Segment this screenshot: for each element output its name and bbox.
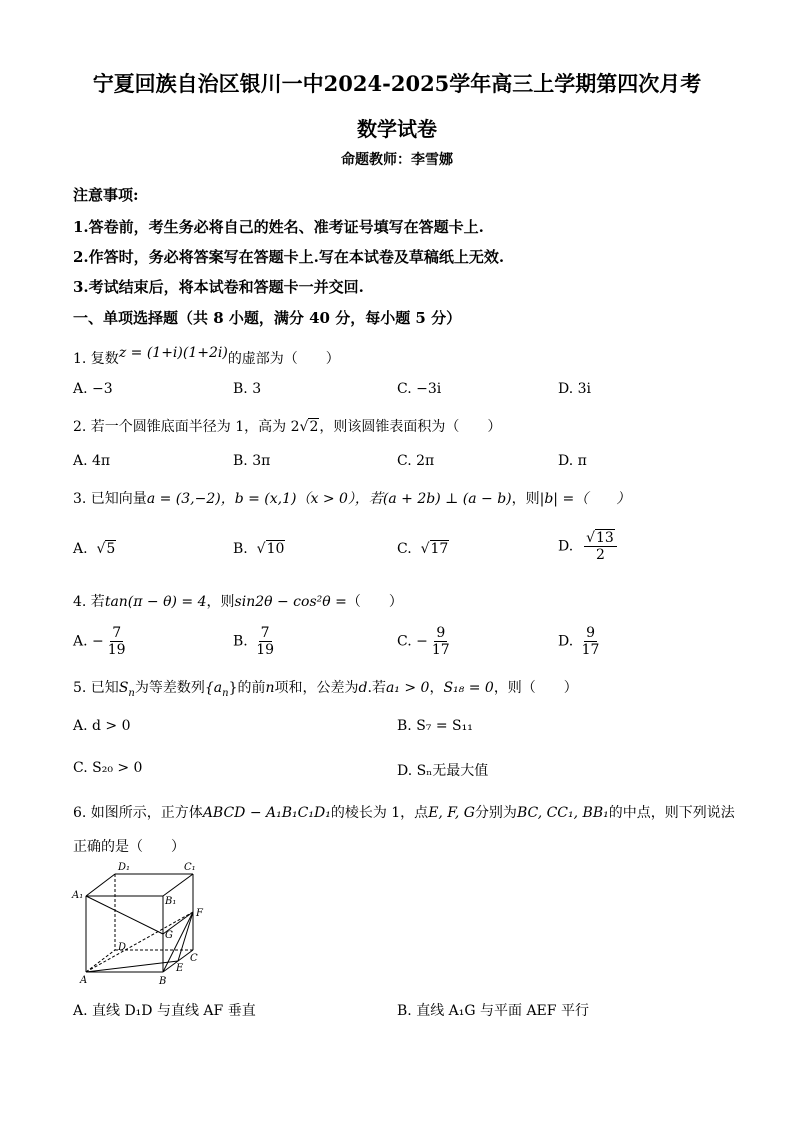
q5-seq: {a [204, 680, 223, 696]
q4-mid: ，则 [206, 594, 235, 610]
q5-text-3: }的前 [228, 680, 266, 696]
q3-option-b: B. √10 [233, 541, 285, 557]
q5-n: n [265, 680, 275, 696]
q4-option-a [73, 625, 130, 658]
label-a: A [80, 975, 88, 986]
q3-option-b-label: B. [233, 541, 248, 557]
q6-text-1: 6. 如图所示，正方体 [73, 805, 203, 821]
exam-subtitle: 数学试卷 [357, 117, 437, 141]
q6-text-4: 的中点，则下列说法 [608, 805, 735, 821]
q4-option-c-fraction [430, 625, 452, 658]
q6-option-a: A. 直线 D₁D 与直线 AF 垂直 [73, 1003, 256, 1019]
q6-text-2: 的棱长为 1，点 [330, 805, 429, 821]
q4-option-d-den: 17 [581, 642, 600, 659]
q3-tail: |b| =（ ） [539, 491, 631, 507]
q3-vector-b: b = (x,1)（x > 0），若 [234, 491, 383, 507]
q1-suffix: 的虚部为（ ） [227, 351, 340, 367]
q5-option-d: D. Sₙ无最大值 [397, 763, 489, 779]
q1-prefix: 1. 复数 [73, 351, 119, 367]
q4-option-b-label: B. [233, 633, 248, 650]
q5-text-7: ，则（ ） [493, 680, 578, 696]
q1-formula: z = (1+i)(1+2i) [118, 345, 228, 361]
q5-text-2: 为等差数列 [134, 680, 205, 696]
q3-option-a-label: A. [73, 541, 88, 557]
q1-option-d: D. 3i [558, 381, 592, 397]
q2-option-b: B. 3π [233, 453, 271, 469]
q2-option-c: C. 2π [397, 453, 435, 469]
q3-option-a: A. √5 [73, 541, 116, 557]
question-6-line-1 [73, 802, 735, 822]
q4-option-b-num: 7 [260, 625, 270, 641]
question-2: 2. 若一个圆锥底面半径为 1，高为 2√2，则该圆锥表面积为（ ） [73, 419, 502, 435]
q5-text-4: 项和，公差为 [274, 680, 359, 696]
q4-option-a-num: 7 [112, 625, 122, 641]
notes-heading: 注意事项: [73, 186, 139, 204]
label-a1: A₁ [72, 890, 84, 901]
q3-option-c: C. √17 [397, 541, 449, 557]
notes-item-1: 1.答卷前，考生务必将自己的姓名、准考证号填写在答题卡上. [73, 218, 484, 236]
q1-option-b: B. 3 [233, 381, 262, 397]
q4-prefix: 4. 若 [73, 594, 105, 610]
q5-cond-1: a₁ > 0 [385, 680, 430, 696]
q5-d: d [358, 680, 368, 696]
q3-option-d [558, 530, 619, 563]
q3-option-d-radicand: 13 [596, 530, 614, 546]
q6-points: E, F, G [428, 805, 475, 821]
q6-option-b: B. 直线 A₁G 与平面 AEF 平行 [397, 1003, 589, 1019]
q4-suffix: （ ） [346, 594, 403, 610]
q4-option-c-den: 17 [431, 642, 450, 659]
q4-option-a-fraction [106, 625, 128, 658]
q5-option-c: C. S₂₀ > 0 [73, 760, 143, 776]
q3-option-a-radicand: 5 [106, 541, 116, 557]
q4-option-a-den: 19 [107, 642, 126, 659]
q3-option-d-label: D. [558, 538, 574, 555]
label-c: C [190, 953, 198, 964]
q5-text-1: 5. 已知 [73, 680, 119, 696]
q4-option-c [397, 625, 454, 658]
q6-cube: ABCD − A₁B₁C₁D₁ [202, 805, 331, 821]
question-1 [73, 345, 340, 368]
q2-prefix: 2. 若一个圆锥底面半径为 1，高为 [73, 419, 287, 435]
q3-prefix: 3. 已知向量 [73, 491, 147, 507]
label-d: D [118, 942, 127, 953]
q1-option-c: C. −3i [397, 381, 442, 397]
q3-option-d-fraction: $\frac{√13}{2}$ [584, 530, 617, 563]
q4-option-d-num: 9 [586, 625, 596, 641]
section-heading: 一、单项选择题（共 8 小题，满分 40 分，每小题 5 分） [73, 309, 462, 327]
q6-text-3: 分别为 [474, 805, 517, 821]
q3-option-d-denominator: 2 [596, 547, 605, 564]
label-e: E [176, 963, 184, 974]
q3-option-c-label: C. [397, 541, 412, 557]
q4-condition: tan(π − θ) = 4 [104, 594, 207, 610]
cube-figure [70, 858, 220, 988]
q5-text-5: .若 [367, 680, 386, 696]
q4-option-b-den: 19 [256, 642, 275, 659]
q4-option-c-sign: − [416, 633, 428, 650]
q4-option-c-num: 9 [436, 625, 446, 641]
label-b: B [159, 976, 167, 987]
q2-option-a: A. 4π [73, 453, 111, 469]
q5-cond-2: S₁₈ = 0 [443, 680, 494, 696]
notes-item-3: 3.考试结束后，将本试卷和答题卡一并交回. [73, 278, 364, 296]
q4-option-c-label: C. [397, 633, 412, 650]
q2-height-coef: 2 [290, 419, 300, 435]
q1-option-a: A. −3 [73, 381, 113, 397]
q2-suffix: ，则该圆锥表面积为（ ） [319, 419, 502, 435]
label-b1: B₁ [165, 896, 177, 907]
q4-option-b [233, 625, 278, 658]
q4-expression: sin2θ − cos²θ = [234, 594, 347, 610]
q2-option-d: D. π [558, 453, 587, 469]
q3-vector-a: a = (3,−2)， [146, 491, 235, 507]
q5-sn: S [118, 680, 129, 696]
q4-option-d-label: D. [558, 633, 574, 650]
q4-option-d-fraction [580, 625, 602, 658]
q3-option-c-radicand: 17 [430, 541, 449, 557]
q4-option-d [558, 625, 603, 658]
q3-condition: (a + 2b) ⊥ (a − b) [382, 491, 512, 507]
q4-option-b-fraction [254, 625, 276, 658]
q6-edges: BC, CC₁, BB₁ [516, 805, 609, 821]
label-c1: C₁ [184, 862, 196, 873]
author-line: 命题教师：李雪娜 [341, 152, 453, 168]
q5-option-b: B. S₇ = S₁₁ [397, 718, 473, 734]
label-g: G [165, 930, 173, 941]
q4-option-a-label: A. [73, 633, 88, 650]
q4-option-a-sign: − [92, 633, 104, 650]
question-6-line-2: 正确的是（ ） [73, 839, 185, 855]
label-d1: D₁ [118, 862, 131, 873]
question-4 [73, 591, 403, 611]
q3-option-b-radicand: 10 [266, 541, 285, 557]
q3-mid: ，则 [511, 491, 540, 507]
exam-title: 宁夏回族自治区银川一中2024-2025学年高三上学期第四次月考 [92, 71, 702, 96]
label-f: F [196, 908, 203, 919]
q2-height-radicand: 2 [309, 419, 319, 435]
question-3 [73, 488, 630, 508]
notes-item-2: 2.作答时，务必将答案写在答题卡上.写在本试卷及草稿纸上无效. [73, 248, 505, 266]
q5-text-6: ， [429, 680, 444, 696]
q5-option-a: A. d > 0 [73, 718, 131, 734]
question-5: 5. 已知$S_n$为等差数列$\{a_n\}$的前n项和，公差为d.若a₁ > 0，S₁₈ = 0，则（ ） [73, 680, 578, 699]
